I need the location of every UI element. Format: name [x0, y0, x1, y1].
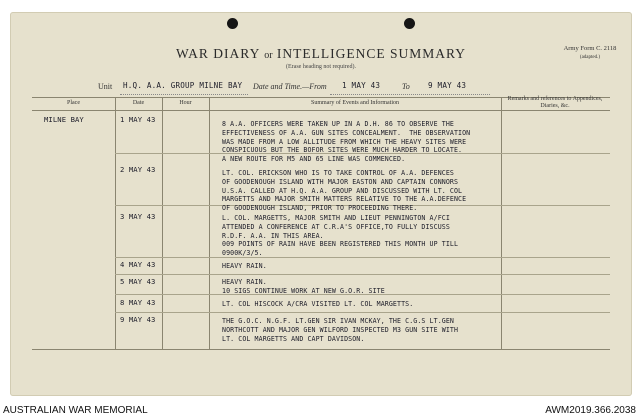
form-subtitle: (Erase heading not required).	[286, 64, 356, 70]
entry-date: 4 MAY 43	[120, 260, 156, 269]
row-rule	[115, 312, 610, 313]
date-from-value: 1 MAY 43	[342, 81, 381, 90]
punch-hole-left	[227, 18, 238, 29]
entry-summary: LT. COL. ERICKSON WHO IS TO TAKE CONTROL OF A.A. DEFENCES OF GOODENOUGH ISLAND WITH MAJOR EASTON AND CAPTAIN CONNORS U.S.A. CALLED AT H.Q. A.A. GROUP AND DISCUSSED WITH LT. COL MARGETTS AND MAJOR SMITH MATTERS RELATIVE TO THE A.A.DEFENCE OF GOODENOUGH ISLAND, PRIOR TO PROCEEDING THERE.	[222, 169, 467, 213]
entry-summary: L. COL. MARGETTS, MAJOR SMITH AND LIEUT PENNINGTON A/FCI ATTENDED A CONFERENCE AT C.R.A'S OFFICE,TO FULLY DISCUSS R.D.F. A.A. IN THIS AREA. 009 POINTS OF RAIN HAVE BEEN REGISTERED THIS MONTH UP TILL 0900K/3/5.	[222, 214, 459, 258]
entry-summary: HEAVY RAIN.	[222, 262, 267, 270]
army-form-number: Army Form C. 2118 (adapted.)	[563, 45, 617, 60]
form-title: WAR DIARY or INTELLIGENCE SUMMARY	[175, 46, 467, 61]
col-header-date: Date	[132, 100, 145, 106]
entry-date: 9 MAY 43	[120, 315, 156, 324]
entry-date: 2 MAY 43	[120, 165, 156, 174]
unit-dotted-line	[120, 94, 248, 95]
entry-date: 1 MAY 43	[120, 115, 156, 124]
col-header-remarks: Remarks and references to Appendices, Diaries, &c.	[507, 96, 603, 109]
entry-date: 5 MAY 43	[120, 277, 156, 286]
table-bottom-rule	[32, 349, 610, 350]
entry-date: 3 MAY 43	[120, 212, 156, 221]
unit-label: Unit	[98, 82, 113, 91]
date-to-value: 9 MAY 43	[428, 81, 467, 90]
entry-date: 8 MAY 43	[120, 298, 156, 307]
entry-place: MILNE BAY	[44, 115, 84, 124]
col-header-place: Place	[67, 100, 80, 106]
row-rule	[115, 274, 610, 275]
col-header-summary: Summary of Events and Information	[311, 100, 399, 106]
col-header-hour: Hour	[179, 100, 192, 106]
unit-value: H.Q. A.A. GROUP MILNE BAY	[123, 81, 243, 90]
entry-summary: THE G.O.C. N.G.F. LT.GEN SIR IVAN MCKAY, THE C.G.S LT.GEN NORTHCOTT AND MAJOR GEN WILFORD INSPECTED M3 GUN SITE WITH LT. COL MARGETTS AND CAPT DAVIDSON.	[222, 317, 459, 343]
date-dotted-line	[330, 94, 490, 95]
date-from-label: Date and Time.—From	[253, 82, 327, 91]
date-to-label: To	[402, 82, 410, 91]
diary-sheet	[10, 12, 632, 396]
footer-accession-number: AWM2019.366.2038	[545, 405, 636, 416]
punch-hole-right	[404, 18, 415, 29]
entry-summary: LT. COL HISCOCK A/CRA VISITED LT. COL MARGETTS.	[222, 300, 414, 308]
header-bottom-rule	[32, 110, 610, 111]
entry-summary: HEAVY RAIN. 10 SIGS CONTINUE WORK AT NEW G.O.R. SITE	[222, 278, 385, 295]
footer-institution: AUSTRALIAN WAR MEMORIAL	[3, 405, 148, 416]
entry-summary: 8 A.A. OFFICERS WERE TAKEN UP IN A D.H. 86 TO OBSERVE THE EFFECTIVENESS OF A.A. GUN SITES CONCEALMENT. THE OBSERVATION WAS MADE FROM A LOW ALLITUDE FROM WHICH THE HEAVY SITES WERE CONSPICUOUS BUT THE BOFOR SITES WERE MUCH HARDER TO LOCATE. A NEW ROUTE FOR M5 AND 65 LINE WAS COMMENCED.	[222, 120, 471, 164]
